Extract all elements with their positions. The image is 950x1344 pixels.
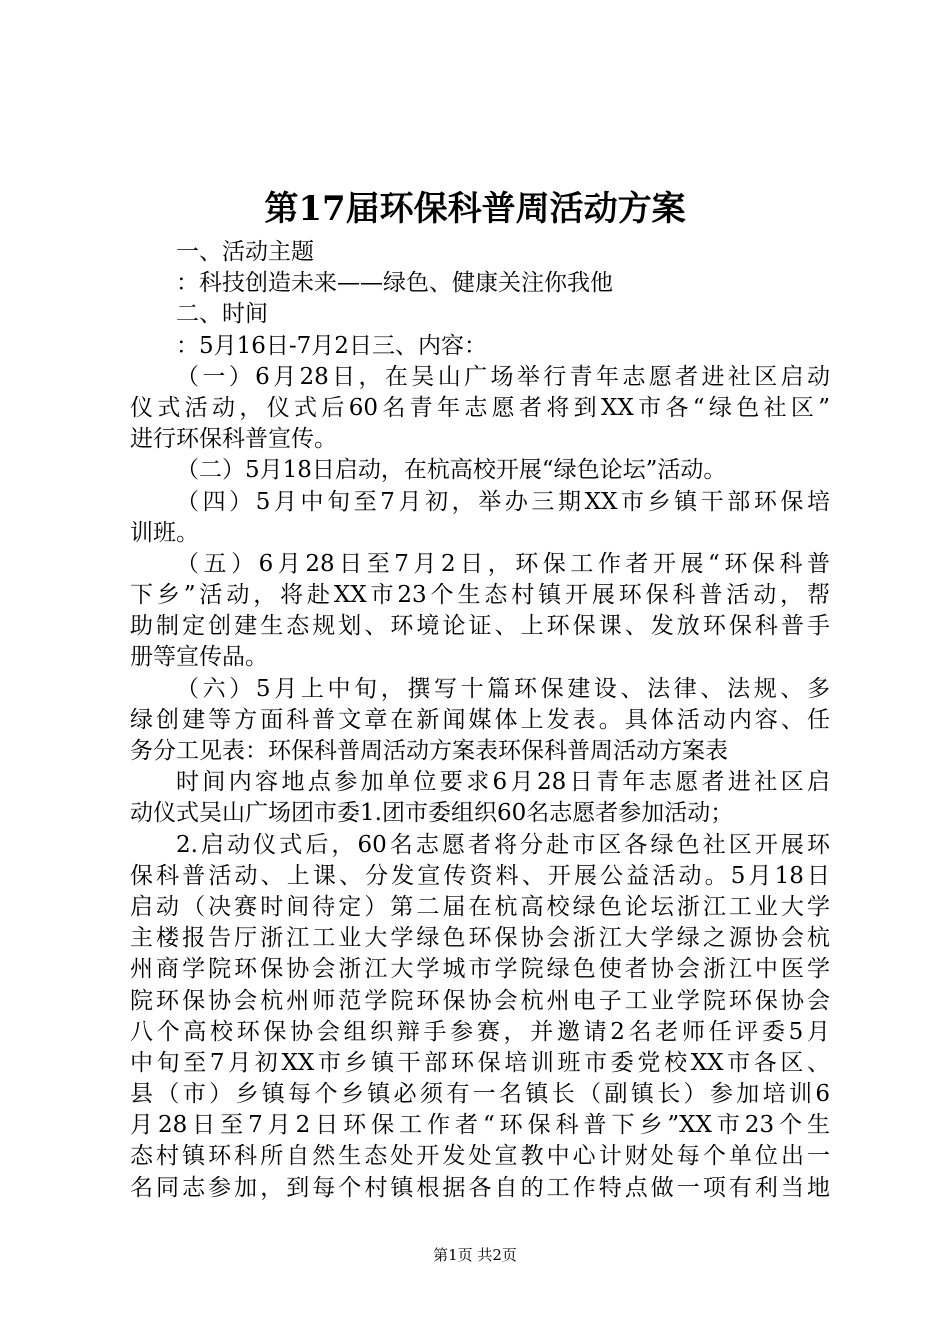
document-title: 第17届环保科普周活动方案 <box>264 189 686 229</box>
paragraph-line: （一）6月28日，在吴山广场举行青年志愿者进社区启动 <box>176 363 830 390</box>
paragraph-line: 八个高校环保协会组织辩手参赛，并邀请2名老师任评委5月 <box>130 1018 830 1045</box>
paragraph-line: 中旬至7月初XX市乡镇干部环保培训班市委党校XX市各区、 <box>130 1049 830 1076</box>
paragraph-line: 下乡”活动，将赴XX市23个生态村镇开展环保科普活动，帮 <box>130 582 830 609</box>
paragraph-line: （五）6月28日至7月2日，环保工作者开展“环保科普 <box>176 550 830 577</box>
paragraph-line: 动仪式吴山广场团市委1.团市委组织60名志愿者参加活动； <box>130 800 734 827</box>
paragraph-line: ：科技创造未来——绿色、健康关注你我他 <box>176 270 613 297</box>
paragraph-line: 月28日至7月2日环保工作者“环保科普下乡”XX市23个生 <box>130 1112 830 1139</box>
paragraph-line: 县（市）乡镇每个乡镇必须有一名镇长（副镇长）参加培训6 <box>130 1081 830 1108</box>
paragraph-line: 册等宣传品。 <box>130 644 268 671</box>
paragraph-line: ：5月16日-7月2日三、内容： <box>176 332 487 359</box>
paragraph-line: 保科普活动、上课、分发宣传资料、开展公益活动。5月18日 <box>130 862 830 889</box>
paragraph-line: 务分工见表：环保科普周活动方案表环保科普周活动方案表 <box>130 738 728 764</box>
paragraph-line: 训班。 <box>130 519 199 546</box>
paragraph-line: （六）5月上中旬，撰写十篇环保建设、法律、法规、多 <box>176 675 830 702</box>
paragraph-line: 名同志参加，到每个村镇根据各自的工作特点做一项有利当地 <box>130 1174 830 1201</box>
page-footer: 第1页 共2页 <box>433 1246 517 1264</box>
paragraph-line: 态村镇环科所自然生态处开发处宣教中心计财处每个单位出一 <box>130 1143 830 1170</box>
paragraph-line: 时间内容地点参加单位要求6月28日青年志愿者进社区启 <box>176 769 830 796</box>
paragraph-line: （四）5月中旬至7月初，举办三期XX市乡镇干部环保培 <box>176 488 830 515</box>
paragraph-line: 2.启动仪式后，60名志愿者将分赴市区各绿色社区开展环 <box>176 831 830 858</box>
paragraph-line: 助制定创建生态规划、环境论证、上环保课、发放环保科普手 <box>130 613 830 640</box>
paragraph-line: 二、时间 <box>176 301 268 328</box>
paragraph-line: 州商学院环保协会浙江大学城市学院绿色使者协会浙江中医学 <box>130 956 830 983</box>
paragraph-line: 一、活动主题 <box>176 239 314 265</box>
paragraph-line: 仪式活动，仪式后60名青年志愿者将到XX市各“绿色社区” <box>130 394 830 421</box>
paragraph-line: 主楼报告厅浙江工业大学绿色环保协会浙江大学绿之源协会杭 <box>130 925 830 952</box>
document-body <box>130 237 830 1204</box>
paragraph-line: 进行环保科普宣传。 <box>130 426 337 453</box>
paragraph-line: 绿创建等方面科普文章在新闻媒体上发表。具体活动内容、任 <box>130 706 830 733</box>
paragraph-line: 启动（决赛时间待定）第二届在杭高校绿色论坛浙江工业大学 <box>130 893 830 920</box>
paragraph-line: （二）5月18日启动，在杭高校开展“绿色论坛”活动。 <box>176 457 727 484</box>
paragraph-line: 院环保协会杭州师范学院环保协会杭州电子工业学院环保协会 <box>130 987 830 1014</box>
